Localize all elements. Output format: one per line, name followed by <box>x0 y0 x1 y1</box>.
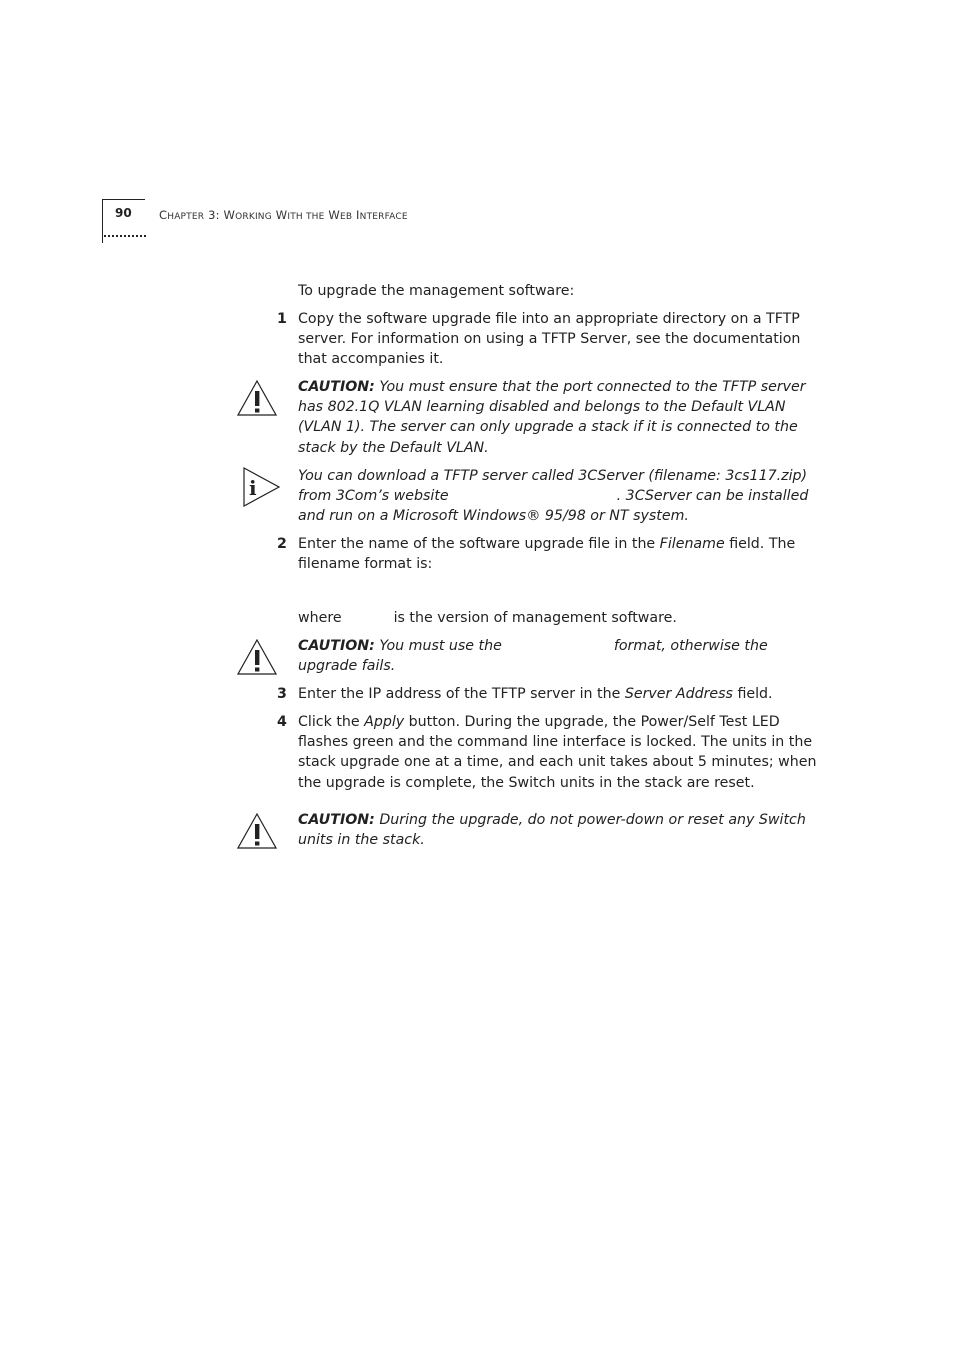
caution-1-text: CAUTION: You must ensure that the port connected to the TFTP server has 802.1Q VLAN learning disabled and belongs to the Default VLAN (VLAN 1). The server can only upgrade a stack if it is connected to the stack by the Default VLAN. <box>298 379 806 456</box>
header-dotted-rule <box>104 229 146 237</box>
where-line: where is the version of management software. <box>298 610 677 626</box>
step-number-3: 3 <box>277 686 287 702</box>
note-info-icon <box>243 467 281 507</box>
step-1-text: Copy the software upgrade file into an appropriate directory on a TFTP server. For information on using a TFTP Server, see the documentation that accompanies it. <box>298 311 801 368</box>
chapter-title: CHAPTER 3: WORKING WITH THE WEB INTERFACE <box>159 208 408 222</box>
caution-label: CAUTION: <box>298 638 375 654</box>
header-vertical-rule <box>102 199 103 243</box>
step-3-text: Enter the IP address of the TFTP server in the Server Address field. <box>298 686 773 702</box>
step-2-text: Enter the name of the software upgrade file in the Filename field. The filename format is: <box>298 536 796 573</box>
intro-text: To upgrade the management software: <box>298 283 575 299</box>
svg-text:i: i <box>249 476 257 500</box>
step-number-2: 2 <box>277 536 287 552</box>
header-horizontal-rule <box>102 199 145 200</box>
caution-warning-icon <box>237 639 277 675</box>
caution-warning-icon <box>237 380 277 416</box>
caution-label: CAUTION: <box>298 379 375 395</box>
caution-3-text: CAUTION: During the upgrade, do not power-down or reset any Switch units in the stack. <box>298 812 806 849</box>
note-1-text: You can download a TFTP server called 3CServer (filename: 3cs117.zip) from 3Com’s website . 3CServer can be installed and run on a Microsoft Windows® 95/98 or NT system. <box>298 468 809 525</box>
step-number-1: 1 <box>277 311 287 327</box>
caution-warning-icon <box>237 813 277 849</box>
caution-2-text: CAUTION: You must use the format, otherwise the upgrade fails. <box>298 638 768 675</box>
step-number-4: 4 <box>277 714 287 730</box>
caution-label: CAUTION: <box>298 812 375 828</box>
step-4-text: Click the Apply button. During the upgrade, the Power/Self Test LED flashes green and the command line interface is locked. The units in the stack upgrade one at a time, and each unit takes about 5 minutes; when the upgrade is complete, the Switch units in the stack are reset. <box>298 714 817 791</box>
page-number: 90 <box>115 206 132 220</box>
